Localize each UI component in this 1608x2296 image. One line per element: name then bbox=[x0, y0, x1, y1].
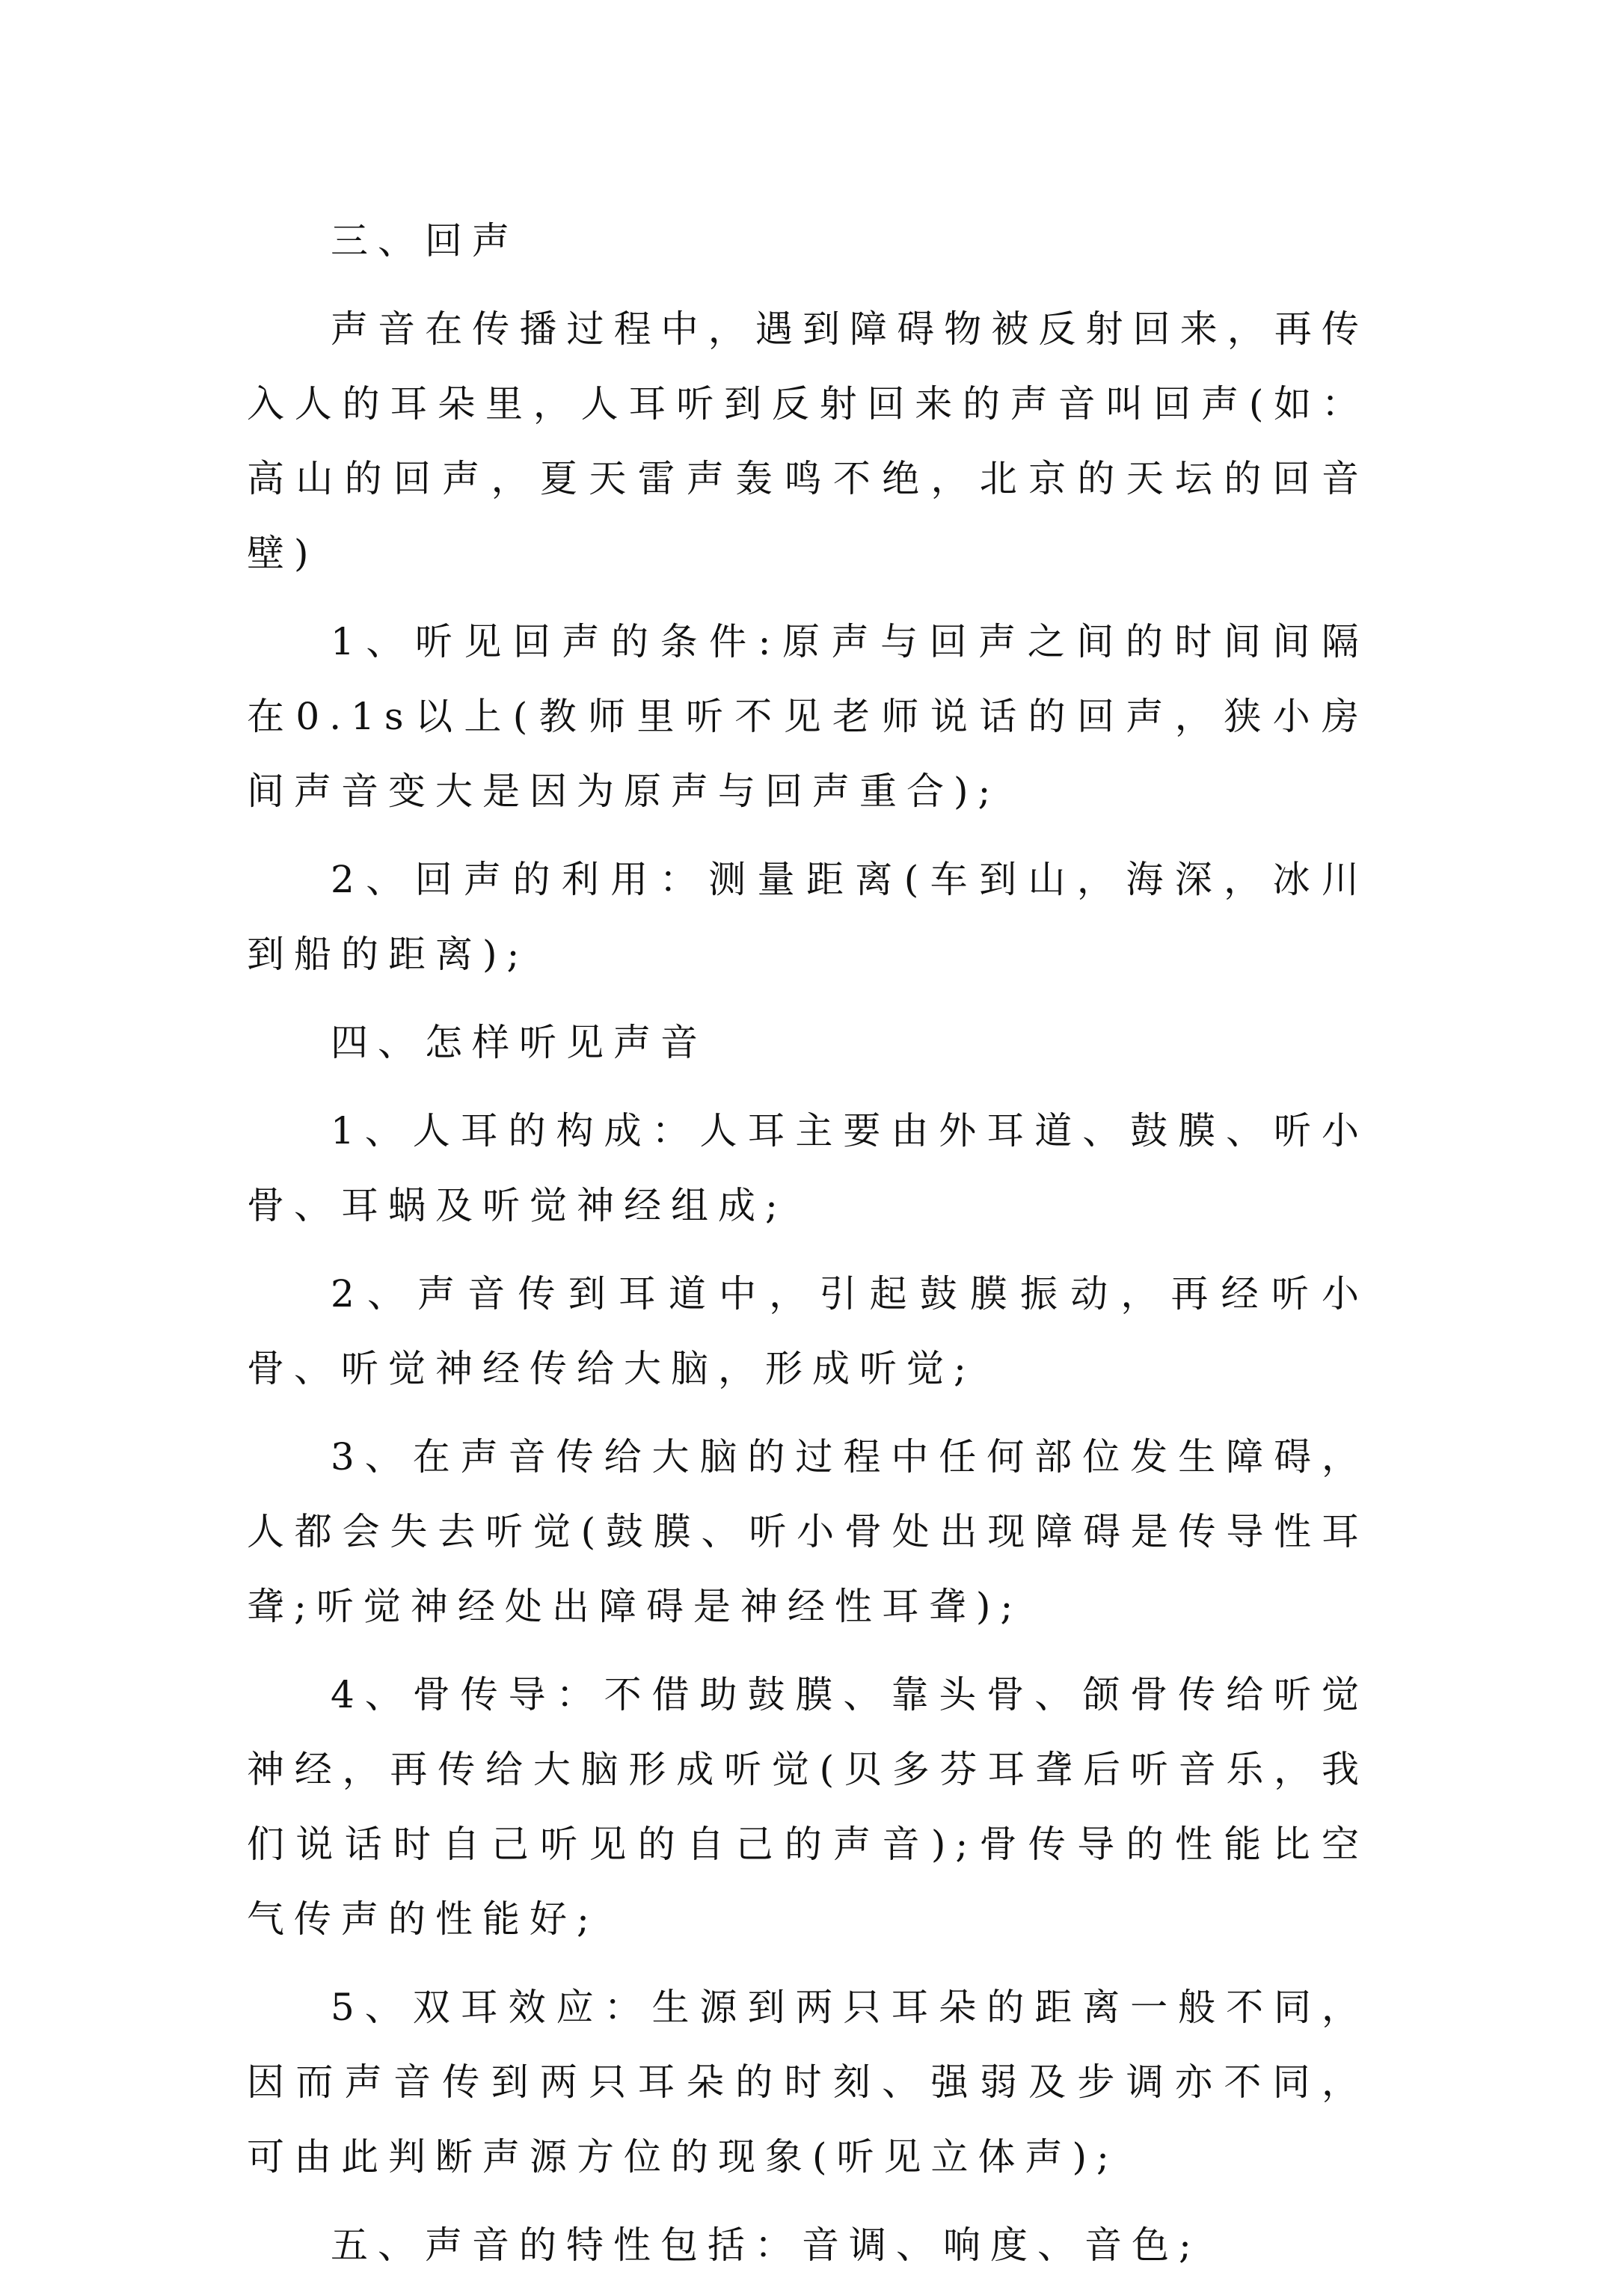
paragraph-binaural-effect: 5、双耳效应：生源到两只耳朵的距离一般不同，因而声音传到两只耳朵的时刻、强弱及步调亦不同，可由此判断声源方位的现象(听见立体声); bbox=[247, 1986, 1369, 2179]
paragraph-sound-path: 2、声音传到耳道中，引起鼓膜振动，再经听小骨、听觉神经传给大脑，形成听觉; bbox=[247, 1272, 1369, 1390]
paragraph-bone-conduction: 4、骨传导：不借助鼓膜、靠头骨、颌骨传给听觉神经，再传给大脑形成听觉(贝多芬耳聋后听音乐，我们说话时自己听见的自己的声音);骨传导的性能比空气传声的性能好; bbox=[247, 1673, 1369, 1941]
section-heading-hearing: 四、怎样听见声音 bbox=[331, 1021, 708, 1064]
paragraph-ear-structure: 1、人耳的构成：人耳主要由外耳道、鼓膜、听小骨、耳蜗及听觉神经组成; bbox=[247, 1109, 1369, 1227]
paragraph-deafness: 3、在声音传给大脑的过程中任何部位发生障碍，人都会失去听觉(鼓膜、听小骨处出现障碍是传导性耳聋;听觉神经处出障碍是神经性耳聋); bbox=[247, 1435, 1369, 1628]
document-page bbox=[247, 203, 1369, 2296]
section-heading-characteristics: 五、声音的特性包括：音调、响度、音色; bbox=[331, 2223, 1201, 2267]
paragraph-echo-definition: 声音在传播过程中，遇到障碍物被反射回来，再传入人的耳朵里，人耳听到反射回来的声音叫回声(如：高山的回声，夏天雷声轰鸣不绝，北京的天坛的回音壁) bbox=[247, 307, 1369, 575]
section-heading-echo: 三、回声 bbox=[331, 219, 519, 263]
paragraph-echo-condition: 1、听见回声的条件:原声与回声之间的时间间隔在0.1s以上(教师里听不见老师说话的回声，狭小房间声音变大是因为原声与回声重合); bbox=[247, 620, 1369, 813]
paragraph-echo-use: 2、回声的利用：测量距离(车到山，海深，冰川到船的距离); bbox=[247, 858, 1369, 976]
